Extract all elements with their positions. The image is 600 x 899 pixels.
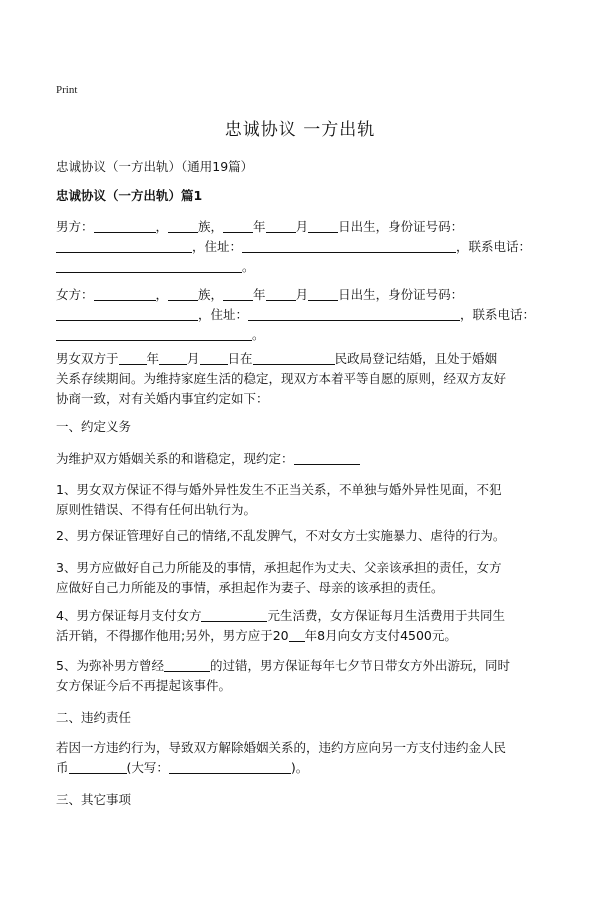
blank-field[interactable] xyxy=(56,307,198,321)
blank-field[interactable] xyxy=(289,628,305,642)
blank-field[interactable] xyxy=(223,219,253,233)
clause-3: 3、男方应做好自己力所能及的事情，承担起作为丈夫、父亲该承担的责任，女方 应做好自己力所能及的事情，承担起作为妻子、母亲的该承担的责任。 xyxy=(56,560,502,595)
blank-field[interactable] xyxy=(56,259,242,273)
clause-2: 2、男方保证管理好自己的情绪,不乱发脾气，不对女方士实施暴力、虐待的行为。 xyxy=(56,528,506,543)
blank-field[interactable] xyxy=(308,219,338,233)
blank-field[interactable] xyxy=(223,287,253,301)
document-title: 忠诚协议 一方出轨 xyxy=(224,120,376,140)
blank-field[interactable] xyxy=(94,287,156,301)
blank-field[interactable] xyxy=(253,351,335,365)
clause-5: 5、为弥补男方曾经 的过错，男方保证每年七夕节日带女方外出游玩，同时 女方保证今后不再提起该事件。 xyxy=(56,658,510,693)
blank-field[interactable] xyxy=(56,239,192,253)
blank-field[interactable] xyxy=(248,307,460,321)
clause-4: 4、男方保证每月支付女方 元生活费，女方保证每月生活费用于共同生 活开销，不得挪作他用;另外，男方应于20 年8月向女方支付4500元。 xyxy=(56,608,505,643)
heading-obligations: 一、约定义务 xyxy=(56,419,132,434)
blank-field[interactable] xyxy=(56,327,252,341)
section-title: 忠诚协议（一方出轨）篇1 xyxy=(56,188,203,203)
blank-field[interactable] xyxy=(168,287,198,301)
blank-field[interactable] xyxy=(169,760,291,774)
blank-field[interactable] xyxy=(69,760,127,774)
male-info: 男方： ， 族， 年 月 日出生，身份证号码： ，住址： ，联系电话： 。 xyxy=(56,219,532,274)
blank-field[interactable] xyxy=(201,608,267,622)
agreement-line: 为维护双方婚姻关系的和谐稳定，现约定： xyxy=(56,449,546,469)
intro-paragraph: 男女双方于 年 月 日在 民政局登记结婚，且处于婚姻 关系存续期间。为维持家庭生活的稳定，现双方本着平等自愿的原则，经双方友好 协商一致，对有关婚内事宜约定如下： xyxy=(56,351,507,406)
blank-field[interactable] xyxy=(159,351,187,365)
blank-field[interactable] xyxy=(119,351,147,365)
blank-field[interactable] xyxy=(266,287,296,301)
blank-field[interactable] xyxy=(164,658,210,672)
heading-breach: 二、违约责任 xyxy=(56,710,132,725)
blank-field[interactable] xyxy=(200,351,228,365)
clause-1: 1、男女双方保证不得与婚外异性发生不正当关系，不单独与婚外异性见面，不犯 原则性错误、不得有任何出轨行为。 xyxy=(56,482,502,517)
blank-field[interactable] xyxy=(308,287,338,301)
female-info: 女方： ， 族， 年 月 日出生，身份证号码： ，住址： ，联系电话： 。 xyxy=(56,287,536,342)
heading-other: 三、其它事项 xyxy=(56,792,132,807)
document-subtitle: 忠诚协议（一方出轨）（通用19篇） xyxy=(56,159,254,174)
blank-field[interactable] xyxy=(294,451,360,465)
breach-paragraph: 若因一方违约行为，导致双方解除婚姻关系的，违约方应向另一方支付违约金人民 币 (大写： )。 xyxy=(56,740,507,775)
blank-field[interactable] xyxy=(94,219,156,233)
blank-field[interactable] xyxy=(242,239,456,253)
blank-field[interactable] xyxy=(266,219,296,233)
blank-field[interactable] xyxy=(168,219,198,233)
print-link[interactable]: Print xyxy=(56,84,78,96)
